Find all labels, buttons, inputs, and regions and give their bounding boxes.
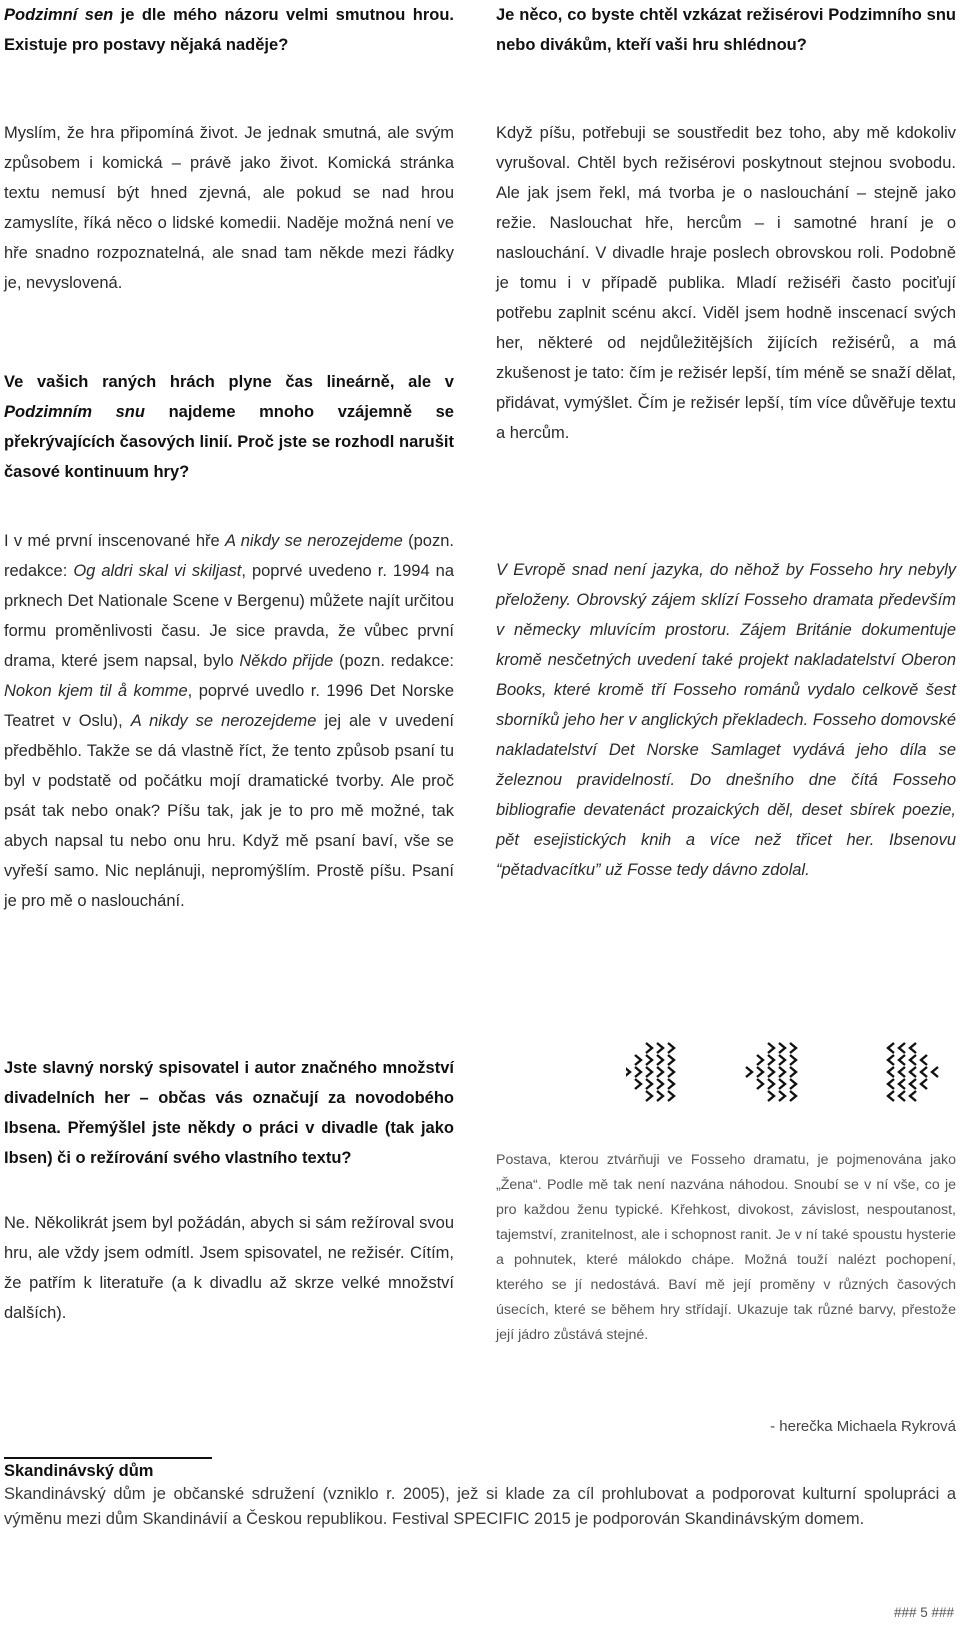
chevron-mark bbox=[657, 1067, 663, 1077]
chevron-mark bbox=[757, 1055, 763, 1065]
chevron-mark bbox=[768, 1067, 774, 1077]
italic-title: Nokon kjem til å komme bbox=[4, 682, 188, 700]
chevron-mark bbox=[921, 1067, 927, 1077]
text-run: , poprvé uvedlo r. 1996 Det Norske Teatret v Oslu), bbox=[4, 682, 454, 730]
editorial-intro: V Evropě snad není jazyka, do něhož by Fosseho hry nebyly přeloženy. Obrovský zájem sklízí Fosseho dramata především v německy mluvícím prostoru. Zájem Británie dokumentuje kromě nesčetných uvedení také projekt nakladatelství Oberon Books, které kromě tří Fosseho románů vydalo celkově šest sborníků jeho her v anglických překladech. Fosseho domovské nakladatelství Det Norske Samlaget vydává jeho díla se železnou pravidelností. Do dnešního dne čítá Fosseho bibliografie devatenáct prozaických děl, deset sbírek poezie, pět esejistických knih a více než třicet her. Ibsenovu “pětadvacítku” už Fosse tedy dávno zdolal. bbox=[496, 561, 956, 879]
chevron-mark bbox=[668, 1079, 674, 1089]
chevron-mark bbox=[657, 1079, 663, 1089]
chevron-mark bbox=[899, 1091, 905, 1101]
text-run: Ve vašich raných hrách plyne čas lineárně, ale v bbox=[4, 373, 454, 391]
chevron-mark bbox=[910, 1055, 916, 1065]
chevron-mark bbox=[910, 1079, 916, 1089]
chevron-mark bbox=[746, 1067, 752, 1077]
footer-text: Skandinávský dům je občanské sdružení (vzniklo r. 2005), jež si klade za cíl prohlubovat a podporovat kulturní spolupráci a výměnu mezi dům Skandinávií a Českou republikou. Festival SPECIFIC 2015 je podporován Skandinávským domem. bbox=[4, 1485, 956, 1528]
chevron-mark bbox=[790, 1055, 796, 1065]
question-2 bbox=[4, 367, 454, 487]
chevron-mark bbox=[646, 1043, 652, 1053]
chevron-mark bbox=[921, 1055, 927, 1065]
chevron-mark bbox=[910, 1067, 916, 1077]
chevron-mark bbox=[790, 1043, 796, 1053]
italic-title: Někdo přijde bbox=[239, 652, 334, 670]
italic-title: A nikdy se nerozejdeme bbox=[225, 532, 403, 550]
chevron-mark bbox=[626, 1067, 630, 1077]
chevron-mark bbox=[790, 1067, 796, 1077]
footer-title: Skandinávský dům bbox=[4, 1462, 154, 1480]
footer-divider bbox=[4, 1457, 212, 1459]
question-1 bbox=[4, 0, 454, 60]
chevron-mark bbox=[768, 1055, 774, 1065]
chevron-mark bbox=[899, 1079, 905, 1089]
chevron-mark bbox=[657, 1055, 663, 1065]
answer-1: Myslím, že hra připomíná život. Je jednak smutná, ale svým způsobem i komická – právě jako život. Komická stránka textu nemusí být hned zjevná, ale pokud se nad hrou zamyslíte, říká něco o lidské komedii. Naděje možná není ve hře snadno rozpoznatelná, ale snad tam někde mezi řádky je, nevyslovená. bbox=[4, 124, 454, 292]
chevron-mark bbox=[888, 1043, 894, 1053]
question-4: Je něco, co byste chtěl vzkázat režisérovi Podzimního snu nebo divákům, kteří vaši hru shlédnou? bbox=[496, 6, 956, 54]
chevron-mark bbox=[790, 1079, 796, 1089]
chevron-mark bbox=[635, 1079, 641, 1089]
actress-quote: Postava, kterou ztvárňuji ve Fosseho dramatu, je pojmenována jako „Žena“. Podle mě tak není nazvána náhodou. Snoubí se v ní vše, co je pro každou ženu typické. Křehkost, divokost, závislost, nespoutanost, tajemství, zranitelnost, ale i schopnost ranit. Je v ní také spoustu hysterie a pohnutek, které málokdo chápe. Možná touží nalézt pochopení, kterého se jí nedostává. Baví mě její proměny v různých časových úsecích, které se během hry střídají. Ukazuje tak různé barvy, přestože její jádro zůstává stejné. bbox=[496, 1152, 956, 1343]
chevron-mark bbox=[779, 1067, 785, 1077]
chevron-mark bbox=[899, 1055, 905, 1065]
text-run: (pozn. redakce: bbox=[4, 532, 454, 580]
chevron-mark bbox=[779, 1079, 785, 1089]
chevron-mark bbox=[657, 1043, 663, 1053]
text-run: je dle mého názoru velmi smutnou hrou. Existuje pro postavy nějaká naděje? bbox=[4, 6, 454, 54]
chevron-mark bbox=[657, 1091, 663, 1101]
chevron-mark bbox=[779, 1091, 785, 1101]
chevron-mark bbox=[757, 1079, 763, 1089]
answer-3: Ne. Několikrát jsem byl požádán, abych si sám režíroval svou hru, ale vždy jsem odmítl. Jsem spisovatel, ne režisér. Cítím, že patřím k literatuře (a k divadlu až skrze velké množství dalších). bbox=[4, 1214, 454, 1322]
chevron-mark bbox=[646, 1067, 652, 1077]
text-run: , poprvé uvedeno r. 1994 na prknech Det Nationale Scene v Bergenu) můžete najít určitou formu proměnlivosti času. Je sice pravda, že vůbec první drama, které jsem napsal, bylo bbox=[4, 562, 455, 670]
chevron-mark bbox=[646, 1091, 652, 1101]
chevron-mark bbox=[668, 1067, 674, 1077]
italic-title: Podzimní sen bbox=[4, 6, 114, 24]
italic-title: Og aldri skal vi skiljast bbox=[73, 562, 242, 580]
chevron-mark bbox=[668, 1043, 674, 1053]
chevron-mark bbox=[888, 1055, 894, 1065]
chevron-mark bbox=[888, 1067, 894, 1077]
chevron-mark bbox=[668, 1055, 674, 1065]
chevron-mark bbox=[768, 1091, 774, 1101]
text-run: jej ale v uvedení předběhlo. Takže se dá vlastně říct, že tento způsob psaní tu byl v podstatě od počátku mojí dramatické tvorby. Ale proč psát tak nebo onak? Píšu tak, jak je to pro mě možné, tak abych napsal tu nebo onu hru. Když mě psaní baví, vše se vyřeší samo. Nic neplánuji, nepromýšlím. Prostě píšu. Psaní je pro mě o naslouchání. bbox=[4, 712, 454, 910]
chevron-mark bbox=[899, 1067, 905, 1077]
chevron-mark bbox=[646, 1079, 652, 1089]
chevron-mark bbox=[646, 1055, 652, 1065]
chevron-mark bbox=[768, 1079, 774, 1089]
chevron-mark bbox=[757, 1067, 763, 1077]
chevron-mark bbox=[888, 1091, 894, 1101]
question-3: Jste slavný norský spisovatel i autor značného množství divadelních her – občas vás označují za novodobého Ibsena. Přemýšlel jste někdy o práci v divadle (tak jako Ibsen) či o režírování svého vlastního textu? bbox=[4, 1059, 454, 1167]
answer-4: Když píšu, potřebuji se soustředit bez toho, aby mě kdokoliv vyrušoval. Chtěl bych režisérovi poskytnout stejnou svobodu. Ale jak jsem řekl, má tvorba je o naslouchání – stejně jako režie. Naslouchat hře, hercům – i samotné hraní je o naslouchání. V divadle hraje poslech obrovskou roli. Podobně je tomu i v případě publika. Mladí režiséři často pociťují potřebu zaplnit scénu akcí. Viděl jsem hodně inscenací svých her, některé od nejdůležitějších žijících režisérů, a má zkušenost je tato: čím je režisér lepší, tím méně se snaží dělat, přidávat, vymýšlet. Čím je režisér lepší, tím více důvěřuje textu a hercům. bbox=[496, 124, 956, 442]
chevron-mark bbox=[899, 1043, 905, 1053]
chevron-mark bbox=[932, 1067, 938, 1077]
chevron-mark bbox=[921, 1079, 927, 1089]
text-run: najdeme mnoho vzájemně se překrývajících časových linií. Proč jste se rozhodl narušit časové kontinuum hry? bbox=[4, 403, 454, 481]
italic-title: A nikdy se nerozejdeme bbox=[130, 712, 317, 730]
text-run: I v mé první inscenované hře bbox=[4, 532, 226, 550]
italic-title: Podzimním snu bbox=[4, 403, 145, 421]
text-run: (pozn. redakce: bbox=[333, 652, 454, 670]
chevron-mark bbox=[635, 1055, 641, 1065]
quote-signature: - herečka Michaela Rykrová bbox=[770, 1418, 956, 1435]
chevron-mark bbox=[668, 1091, 674, 1101]
page-number: ### 5 ### bbox=[893, 1605, 954, 1620]
chevron-mark bbox=[768, 1043, 774, 1053]
answer-2 bbox=[4, 526, 454, 916]
chevron-mark bbox=[779, 1055, 785, 1065]
chevron-mark bbox=[790, 1091, 796, 1101]
chevron-mark bbox=[910, 1043, 916, 1053]
chevron-pattern-icon bbox=[626, 1040, 946, 1110]
chevron-mark bbox=[910, 1091, 916, 1101]
chevron-mark bbox=[888, 1079, 894, 1089]
chevron-mark bbox=[635, 1067, 641, 1077]
chevron-mark bbox=[779, 1043, 785, 1053]
